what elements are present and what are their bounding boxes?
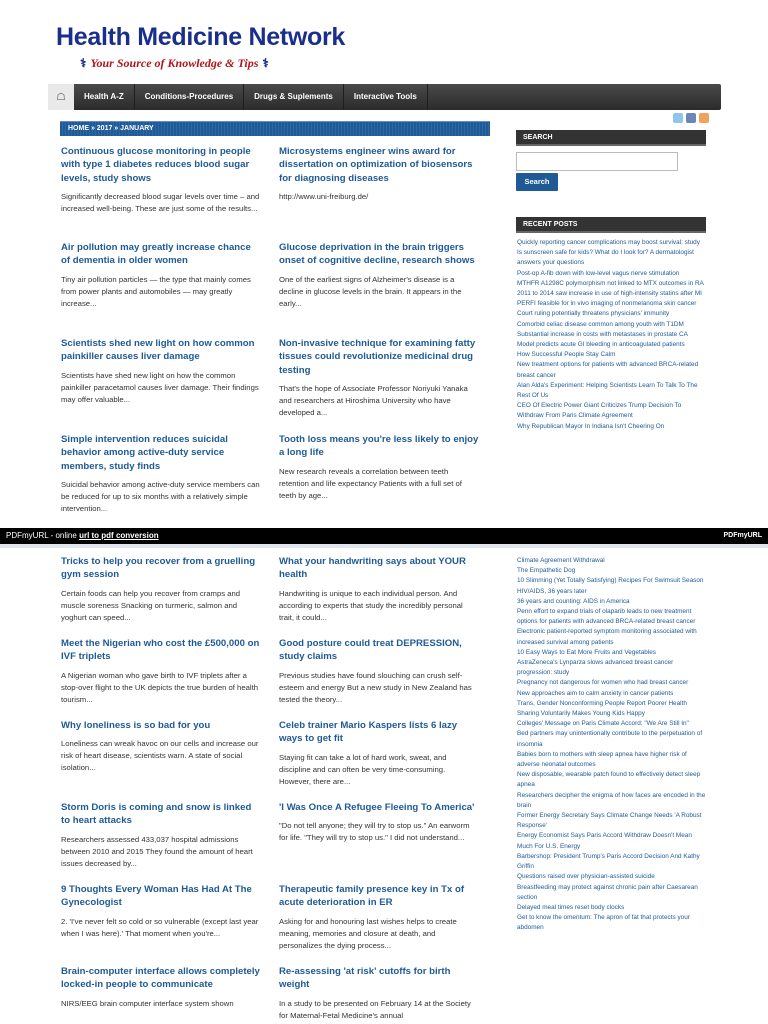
nav-conditions-procedures[interactable]: Conditions-Procedures <box>135 84 244 110</box>
search-heading: SEARCH <box>516 130 706 146</box>
post <box>61 965 261 1010</box>
recent-post-link[interactable]: Former Energy Secretary Says Climate Change Needs 'A Robust Response' <box>517 812 702 830</box>
post-title[interactable]: 'I Was Once A Refugee Fleeing To America' <box>279 802 475 813</box>
recent-post-link[interactable]: Researchers decipher the enigma of how faces are encoded in the brain <box>517 791 706 809</box>
recent-post-link[interactable]: Model predicts acute GI bleeding in anticoagulated patients <box>517 341 685 349</box>
post-title[interactable]: Scientists shed new light on how common painkiller causes liver damage <box>61 338 255 363</box>
post-excerpt: Scientists have shed new light on how the common painkiller paracetamol causes liver damage. Their findings may offer valuable... <box>61 370 259 404</box>
post-title[interactable]: Re-assessing 'at risk' cutoffs for birth weight <box>279 966 451 991</box>
recent-post-link[interactable]: The Empathetic Dog <box>517 567 576 575</box>
pdf-bar-prefix: PDFmyURL - online <box>6 531 80 540</box>
recent-post-link[interactable]: Comorbid celiac disease common among youth with T1DM <box>517 320 684 328</box>
rss-icon[interactable] <box>699 113 709 123</box>
post <box>61 433 261 515</box>
recent-post-link[interactable]: Colleges' Message on Paris Climate Accord: "We Are Still In" <box>517 720 689 728</box>
recent-posts-heading: RECENT POSTS <box>516 217 706 233</box>
post <box>61 555 261 624</box>
post-excerpt: A Nigerian woman who gave birth to IVF triplets after a stop-over flight to the UK depicts the true burden of health tourism... <box>61 670 259 704</box>
site-tagline <box>80 56 269 71</box>
post-title[interactable]: Continuous glucose monitoring in people with type 1 diabetes reduces blood sugar levels, study shows <box>61 146 251 184</box>
post-title[interactable]: What your handwriting says about YOUR health <box>279 556 466 581</box>
recent-post-link[interactable]: Substantial increase in costs with metastases in prostate CA <box>517 330 688 338</box>
post-excerpt: Handwriting is unique to each individual person. And according to experts that study the incredibly personal trait, it could... <box>279 588 463 622</box>
recent-post-link[interactable]: Get to know the omentum: The apron of fat that protects your abdomen <box>517 914 690 932</box>
recent-posts-list <box>517 238 709 528</box>
recent-post-link[interactable]: Is sunscreen safe for kids? What do I look for? A dermatologist answers your questions <box>517 249 694 267</box>
recent-post-link[interactable]: 10 Easy Ways to Eat More Fruits and Vegetables <box>517 648 657 656</box>
recent-post-link[interactable]: CEO Of Electric Power Giant Criticizes Trump Decision To Withdraw From Paris Climate Agreement <box>517 402 682 420</box>
post <box>61 883 261 940</box>
recent-post-link[interactable]: HIV/AIDS, 36 years later <box>517 587 587 595</box>
post <box>279 337 479 419</box>
nav-drugs-suplements[interactable]: Drugs & Suplements <box>244 84 344 110</box>
post <box>61 145 261 215</box>
post-title[interactable]: Storm Doris is coming and snow is linked to heart attacks <box>61 802 252 827</box>
tagline-text: Your Source of Knowledge & Tips <box>90 56 259 70</box>
recent-post-link[interactable]: Quickly reporting cancer complications may boost survival: study <box>517 239 700 246</box>
facebook-icon[interactable] <box>686 113 696 123</box>
post-excerpt: Asking for and honouring last wishes helps to create meaning, memories and closure at death, and personalizes the dying process... <box>279 916 457 950</box>
recent-post-link[interactable]: Sharing Voluntarily Makes Young Kids Happy <box>517 710 645 718</box>
nav-interactive-tools[interactable]: Interactive Tools <box>344 84 428 110</box>
post-excerpt[interactable]: http://www.uni-freiburg.de/ <box>279 192 369 202</box>
post <box>279 801 479 844</box>
post-title[interactable]: Therapeutic family presence key in Tx of acute deterioration in ER <box>279 884 465 909</box>
recent-post-link[interactable]: How Successful People Stay Calm <box>517 351 616 359</box>
post-title[interactable]: 9 Thoughts Every Woman Has Had At The Gynecologist <box>61 884 252 909</box>
breadcrumb[interactable]: HOME » 2017 » JANUARY <box>60 121 490 136</box>
post <box>279 637 479 706</box>
post <box>279 433 479 502</box>
post <box>61 637 261 706</box>
post-title[interactable]: Simple intervention reduces suicidal behavior among active-duty service members, study finds <box>61 434 228 472</box>
post-excerpt: Staying fit can take a lot of hard work, sweat, and discipline and can often be very time-consuming. However, there are... <box>279 752 447 786</box>
recent-post-link[interactable]: 10 Slimming (Yet Totally Satisfying) Recipes For Swimsuit Season <box>517 577 704 585</box>
post-title[interactable]: Glucose deprivation in the brain triggers onset of cognitive decline, research shows <box>279 242 475 267</box>
recent-post-link[interactable]: PERFI feasible for in vivo imaging of nonmelanoma skin cancer <box>517 300 697 308</box>
page-divider <box>0 544 768 548</box>
recent-post-link[interactable]: MTHFR A1298C polymorphism not linked to MTX outcomes in RA <box>517 279 704 287</box>
post <box>279 555 479 624</box>
recent-post-link[interactable]: New treatment options for patients with advanced BRCA-related breast cancer <box>517 361 699 379</box>
recent-post-link[interactable]: Court ruling potentially threatens physicians' immunity <box>517 310 670 318</box>
home-icon[interactable]: ☖ <box>48 84 74 110</box>
post-excerpt: Researchers assessed 433,037 hospital admissions between 2010 and 2015 They found the amount of heart issues decreased by... <box>61 834 253 868</box>
post <box>279 883 479 952</box>
post-excerpt: Tiny air pollution particles — the type that mainly comes from power plants and automobiles — may greatly increase... <box>61 274 251 308</box>
recent-post-link[interactable]: Post-op A-fib down with low-level vagus nerve stimulation <box>517 269 680 277</box>
post-title[interactable]: Good posture could treat DEPRESSION, study claims <box>279 638 462 663</box>
recent-post-link[interactable]: Breastfeeding may protect against chronic pain after Caesarean section <box>517 883 698 901</box>
post-excerpt: "Do not tell anyone; they will try to stop us." An earworm for life. "They will try to stop us." I did not understand... <box>279 821 470 843</box>
recent-post-link[interactable]: Why Republican Mayor In Indiana Isn't Cheering On <box>517 422 665 430</box>
post <box>279 145 479 203</box>
post <box>279 965 479 1022</box>
post-excerpt: That's the hope of Associate Professor Noriyuki Yanaka and researchers at Hiroshima University who have developed a... <box>279 384 468 418</box>
site-title[interactable]: Health Medicine Network <box>56 23 345 51</box>
recent-posts-list-continued <box>517 556 709 1024</box>
recent-post-link[interactable]: New disposable, wearable patch found to effectively detect sleep apnea <box>517 771 701 789</box>
recent-post-link[interactable]: New approaches aim to calm anxiety in cancer patients <box>517 689 674 697</box>
post-excerpt: New research reveals a correlation between teeth retention and life expectancy Patients with a full set of teeth by age... <box>279 466 462 500</box>
social-links <box>673 113 709 123</box>
post-excerpt: Previous studies have found slouching can crush self-esteem and energy But a new study in New Zealand has tested the theory... <box>279 670 472 704</box>
post-excerpt: One of the earliest signs of Alzheimer's disease is a decline in glucose levels in the brain. It appears in the early... <box>279 274 462 308</box>
post-excerpt: Certain foods can help you recover from cramps and muscle soreness Snacking on turmeric, salmon and yoghurt can speed... <box>61 588 241 622</box>
post <box>61 801 261 870</box>
search-input[interactable] <box>516 152 678 171</box>
post-title[interactable]: Meet the Nigerian who cost the £500,000 on IVF triplets <box>61 638 260 663</box>
recent-post-link[interactable]: Barbershop: President Trump's Paris Accord Decision And Kathy Griffin <box>517 852 700 871</box>
post-excerpt: NIRS/EEG brain computer interface system shown <box>61 998 234 1008</box>
search-button[interactable]: Search <box>516 173 558 191</box>
post-excerpt: In a study to be presented on February 14 at the Society for Maternal-Fetal Medicine's annual <box>279 998 471 1020</box>
site-header <box>56 22 376 82</box>
post-excerpt: 2. 'I've never felt so cold or so vulnerable (except last year when I was here).' That moment when you're... <box>61 916 259 938</box>
post-title[interactable]: Why loneliness is so bad for you <box>61 720 211 731</box>
pdf-conversion-link[interactable]: url to pdf conversion <box>79 531 159 540</box>
pdfmyurl-logo[interactable]: PDFmyURL <box>723 532 762 539</box>
post-excerpt: Suicidal behavior among active-duty service members can be reduced for up to six months with a relatively simple intervention... <box>61 480 260 514</box>
recent-post-link[interactable]: Electronic patient-reported symptom monitoring associated with increased survival among patients <box>517 628 697 646</box>
post <box>61 337 261 406</box>
post <box>61 719 261 774</box>
recent-post-link[interactable]: Trans, Gender Nonconforming People Report Poorer Health <box>517 699 687 707</box>
recent-post-link[interactable]: Climate Agreement Withdrawal <box>517 557 605 564</box>
twitter-icon[interactable] <box>673 113 683 123</box>
recent-post-link[interactable]: Bed partners may unintentionally contribute to the perpetuation of insomnia <box>517 730 703 748</box>
post <box>279 719 479 788</box>
post-title[interactable]: Tricks to help you recover from a gruelling gym session <box>61 556 256 581</box>
recent-post-link[interactable]: Delayed meal times reset body clocks <box>517 903 625 911</box>
post <box>61 241 261 310</box>
post-excerpt: Significantly decreased blood sugar levels over time – and increased well-being. These are just some of the results... <box>61 192 260 214</box>
post-title[interactable]: Air pollution may greatly increase chance of dementia in older women <box>61 242 251 267</box>
caduceus-icon: ⚕ <box>80 56 87 70</box>
main-nav <box>48 84 721 110</box>
recent-post-link[interactable]: 36 years and counting: AIDS in America <box>517 597 630 605</box>
pdf-conversion-bar <box>0 528 768 544</box>
post <box>279 241 479 310</box>
recent-post-link[interactable]: AstraZeneca's Lynparza slows advanced breast cancer progression: study <box>517 659 674 677</box>
recent-post-link[interactable]: Questions raised over physician-assisted suicide <box>517 873 655 881</box>
post-title[interactable]: Tooth loss means you're less likely to enjoy a long life <box>279 434 479 459</box>
recent-post-link[interactable]: Penn effort to expand trials of olaparib leads to new treatment options for patients with advanced BRCA-related breast cancer <box>517 608 696 626</box>
recent-post-link[interactable]: Pregnancy not dangerous for women who had breast cancer <box>517 679 689 687</box>
post-title[interactable]: Celeb trainer Mario Kaspers lists 6 lazy ways to get fit <box>279 720 458 745</box>
recent-post-link[interactable]: 2011 to 2014 saw increase in use of high-intensity statins after MI <box>517 290 702 298</box>
recent-post-link[interactable]: Babies born to mothers with sleep apnea have higher risk of adverse neonatal outcomes <box>517 750 687 769</box>
post-title[interactable]: Brain-computer interface allows completely locked-in people to communicate <box>61 966 260 991</box>
nav-health-a-z[interactable]: Health A-Z <box>74 84 135 110</box>
post-excerpt: Loneliness can wreak havoc on our cells and increase our risk of heart disease, scientists warn. A state of social isolation... <box>61 739 259 773</box>
recent-post-link[interactable]: Alan Alda's Experiment: Helping Scientists Learn To Talk To The Rest Of Us <box>517 381 698 400</box>
caduceus-icon-right: ⚕ <box>262 56 269 70</box>
post-title[interactable]: Microsystems engineer wins award for dissertation on optimization of biosensors for diagnosing diseases <box>279 146 473 184</box>
recent-post-link[interactable]: Energy Economist Says Paris Accord Withdraw Doesn't Mean Much For U.S. Energy <box>517 832 692 850</box>
post-title[interactable]: Non-invasive technique for examining fatty tissues could revolutionize medicinal drug testing <box>279 338 476 376</box>
